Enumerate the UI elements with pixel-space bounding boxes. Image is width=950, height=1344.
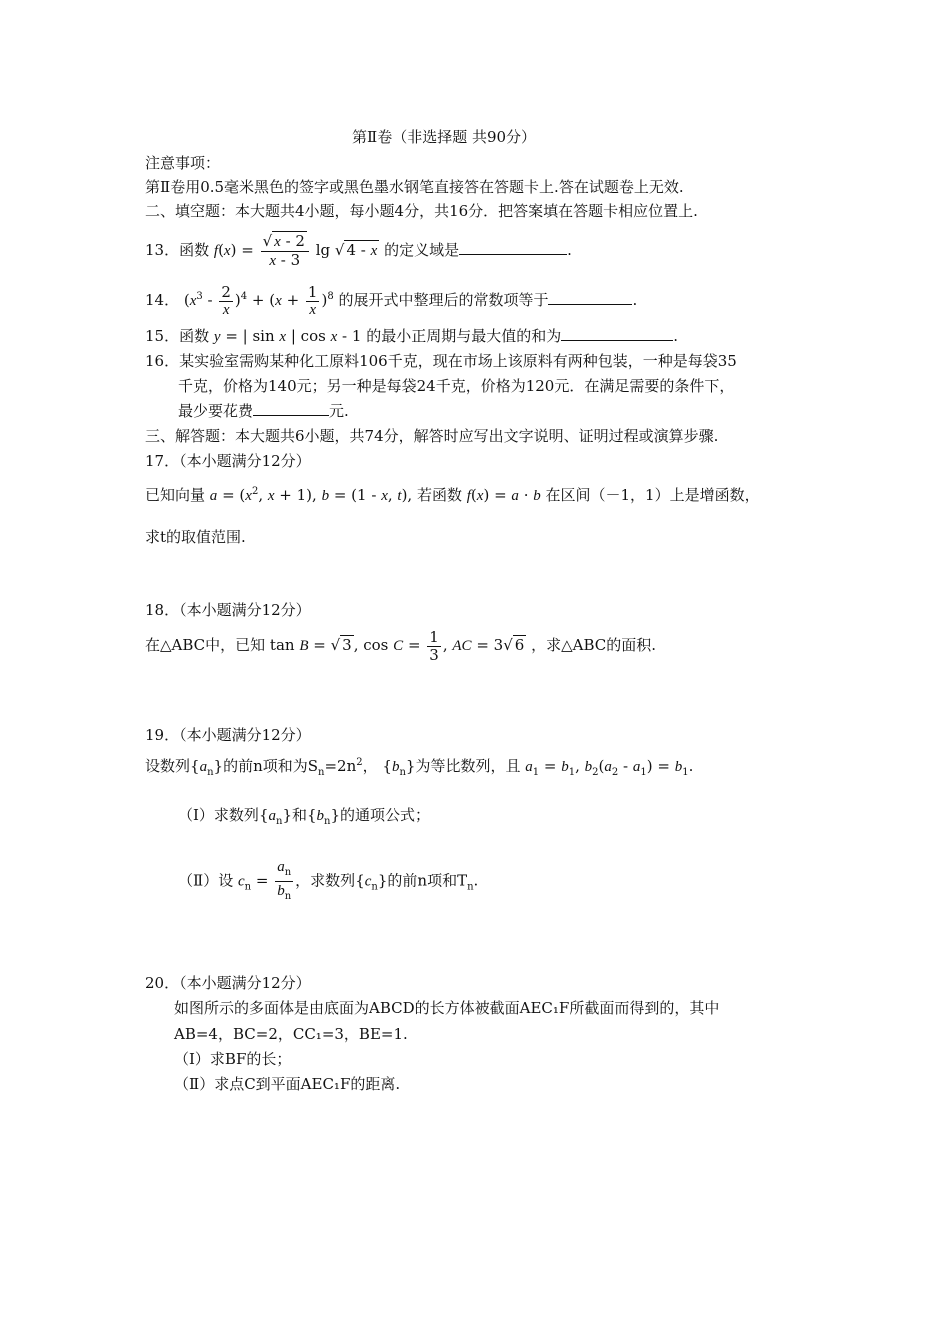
section-answer-heading: 三、解答题：本大题共6小题，共74分，解答时应写出文字说明、证明过程或演算步骤. xyxy=(145,427,719,445)
question-19-part-2: （Ⅱ）设 $c_n$ = $\frac{a_n}{b_n}$ ，求数列$\{c_n\}$的前n项和$T_n$. xyxy=(178,859,479,902)
question-13: 13．函数 f(x) = $\frac{√ x - 2}{x - 3}$ lg √ 4 - x 的定义域是 . xyxy=(145,231,572,269)
question-16-line-3: 最少要花费 元. xyxy=(178,402,349,420)
question-15: 15．函数 y = | sin x | cos x - 1 的最小正周期与最大值的和为 . xyxy=(145,327,678,345)
question-20-line-2: AB=4，BC=2，CC₁=3，BE=1. xyxy=(174,1025,408,1043)
question-17-body: 已知向量 $a = (x^2$, x + 1), b = (1 - x, t), 若函数 f(x) = a · b 在区间（－1，1）上是增函数， xyxy=(145,486,760,504)
question-18-body: 在△ABC中，已知 tan B = √ 3 , cos C = $\frac{1}{3}$ , AC = 3√ 6 ，求△ABC的面积. xyxy=(145,627,657,664)
question-17-header: 17．（本小题满分12分） xyxy=(145,452,311,470)
section-fill-blank-heading: 二、填空题：本大题共4小题，每小题4分，共16分．把答案填在答题卡相应位置上. xyxy=(145,202,698,220)
question-20-part-2: （Ⅱ）求点C到平面AEC₁F的距离. xyxy=(174,1075,401,1093)
question-20-header: 20．（本小题满分12分） xyxy=(145,974,311,992)
answer-blank-14 xyxy=(548,290,632,305)
question-19-header: 19．（本小题满分12分） xyxy=(145,726,311,744)
notice-text: 第Ⅱ卷用0.5毫米黑色的签字或黑色墨水钢笔直接答在答题卡上.答在试题卷上无效. xyxy=(145,178,684,196)
question-14: 14． ($x^3$ - $\frac{2}{x}$ )$^4$ + (x + $\frac{1}{x}$ )$^8$ 的展开式中整理后的常数项等于 . xyxy=(145,282,638,318)
answer-blank-13 xyxy=(459,240,567,255)
question-19-part-1: （Ⅰ）求数列$\{a_n\}$和$\{b_n\}$的通项公式； xyxy=(178,806,431,827)
question-20-line-1: 如图所示的多面体是由底面为ABCD的长方体被截面AEC₁F所截面而得到的，其中 xyxy=(174,999,720,1017)
answer-blank-15 xyxy=(561,326,673,341)
question-20-part-1: （Ⅰ）求BF的长； xyxy=(174,1050,292,1068)
answer-blank-16 xyxy=(253,401,329,416)
notice-heading: 注意事项： xyxy=(145,154,221,172)
question-18-header: 18．（本小题满分12分） xyxy=(145,601,311,619)
question-17-line-2: 求t的取值范围. xyxy=(145,528,246,546)
question-16-line-2: 千克，价格为140元；另一种是每袋24千克，价格为120元．在满足需要的条件下， xyxy=(178,377,735,395)
question-16-line-1: 16．某实验室需购某种化工原料106千克，现在市场上该原料有两种包装，一种是每袋35 xyxy=(145,352,737,370)
page-title: 第Ⅱ卷（非选择题 共90分） xyxy=(352,128,537,146)
question-19-body: 设数列$\{a_n\}$的前n项和为$S_n=2n^2$， $\{b_n\}$为等比数列，且 $a_1 = b_1$, $b_2(a_2 - a_1) = b_1$. xyxy=(145,757,694,778)
